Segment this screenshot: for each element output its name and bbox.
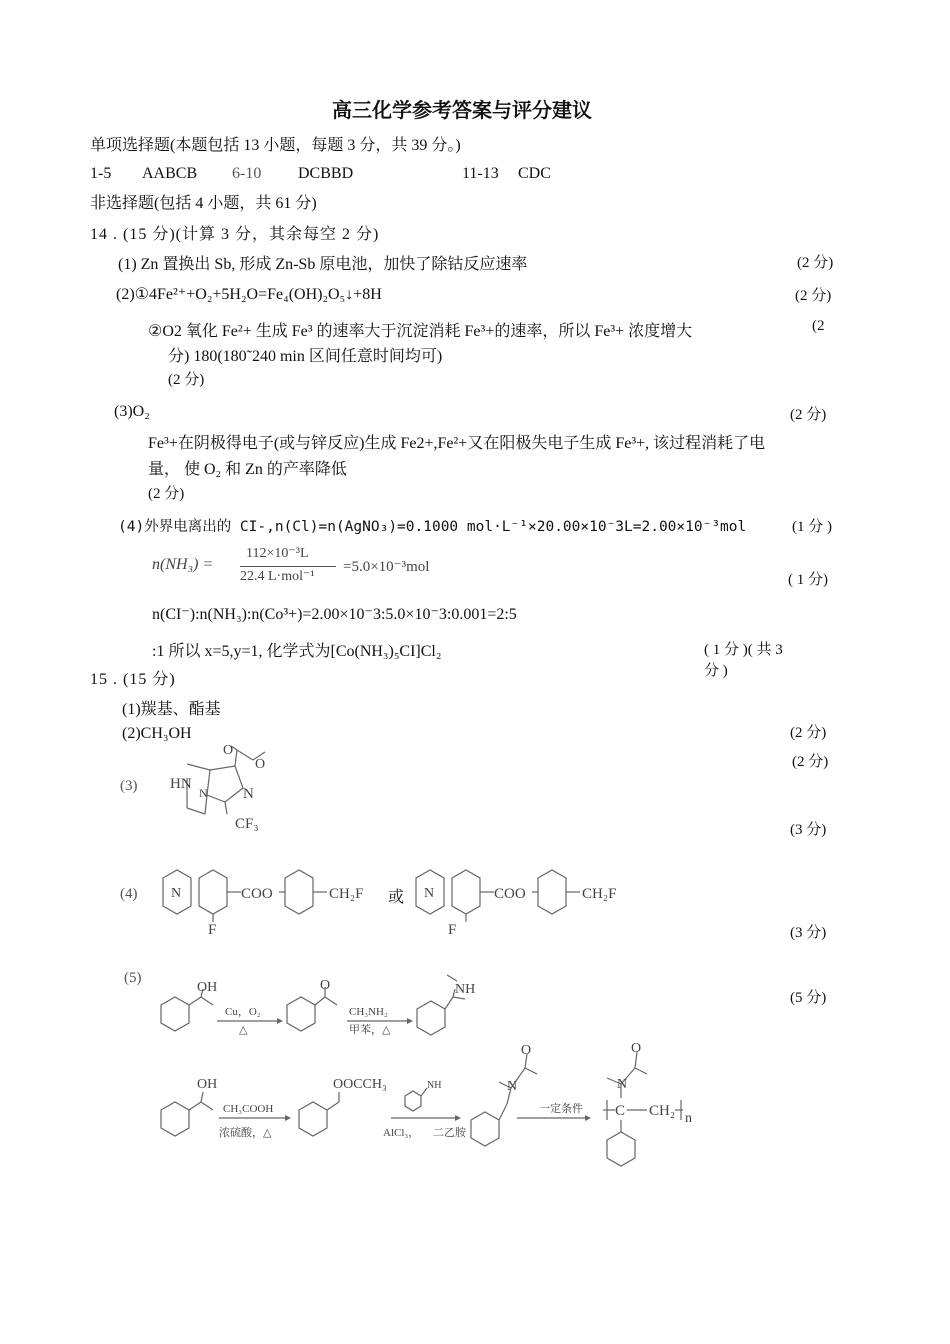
- q14-part2b-score: (2: [812, 318, 825, 334]
- fraction-bar: [240, 566, 336, 567]
- f-label: F: [448, 922, 457, 938]
- f-label: F: [208, 922, 217, 938]
- coo-label: COO: [241, 886, 273, 902]
- q14-part3-line1: Fe³+在阴极得电子(或与锌反应)生成 Fe2+,Fe²+又在阳极失电子生成 Fe³+, 该过程消耗了电: [148, 435, 766, 452]
- polymer-c: C: [615, 1103, 626, 1119]
- q15-part1: (1)羰基、酯基: [122, 701, 221, 718]
- q14-part2-equation: (2)①4Fe²⁺+O₂+5H₂O=Fe₄(OH)₂O₅↓+8H: [116, 286, 382, 303]
- reagent-1: Cu，O₂: [225, 1006, 261, 1018]
- structure-4-b: [408, 862, 638, 937]
- reagent-3: CH₃COOH: [223, 1103, 274, 1115]
- q14-conclusion: :1 所以 x=5,y=1, 化学式为[Co(NH₃)₅CI]Cl₂: [152, 643, 442, 660]
- o-label: O: [521, 1043, 532, 1058]
- q14-conclusion-score: ( 1 分 )( 共 3: [704, 642, 783, 658]
- q15-part4-score: (3 分): [790, 925, 827, 941]
- q14-conclusion-score-2: 分 ): [704, 663, 728, 679]
- mc-answers-2: DCBBD: [298, 165, 354, 182]
- q15-part3-label: (3): [120, 778, 138, 794]
- q14-part2-line1: ②O2 氧化 Fe²+ 生成 Fe³ 的速率大于沉淀消耗 Fe³+的速率，所以 Fe³+ 浓度增大: [148, 323, 693, 340]
- q14-part3: (3)O₂: [114, 403, 150, 420]
- page-title: 高三化学参考答案与评分建议: [332, 98, 592, 122]
- q14-part4-score: (1 分 ): [792, 519, 832, 535]
- ch2f-label: CH₂F: [582, 886, 617, 902]
- o-label-1: O: [223, 743, 234, 758]
- q14-ratio: n(CI⁻):n(NH₃):n(Co³+)=2.00×10⁻3:5.0×10⁻3:0.001=2:5: [152, 606, 517, 623]
- mc-range-1: 1-5: [90, 165, 112, 182]
- structure-4-a: [155, 862, 385, 937]
- o-label: O: [320, 978, 331, 993]
- polymer-n: n: [685, 1111, 692, 1126]
- synthesis-route-2: [155, 1040, 725, 1170]
- reagent-5: 一定条件: [539, 1103, 583, 1115]
- structure-3: [165, 740, 285, 835]
- q15-heading: 15 . (15 分): [90, 671, 176, 688]
- n-label-2: N: [199, 786, 208, 800]
- q14-heading: 14 . (15 分)(计算 3 分，其余每空 2 分): [90, 226, 380, 243]
- formula-result: =5.0×10⁻³mol: [343, 559, 430, 575]
- mc-range-2: 6-10: [232, 165, 262, 182]
- condition-4: 二乙胺: [433, 1127, 466, 1139]
- condition-1: △: [239, 1024, 248, 1036]
- q15-part2-score: (2 分): [790, 725, 827, 741]
- condition-3: 浓硫酸，△: [219, 1127, 272, 1139]
- nh-label: NH: [455, 982, 476, 997]
- synthesis-route-1: [155, 975, 495, 1050]
- nh-label: HN: [170, 776, 192, 792]
- nh-label-small: NH: [427, 1080, 442, 1091]
- q14-part3-line2: 量， 使 O₂ 和 Zn 的产率降低: [148, 461, 347, 478]
- oh-label: OH: [197, 1077, 218, 1092]
- nonmc-heading: 非选择题(包括 4 小题，共 61 分): [90, 195, 317, 212]
- mc-heading: 单项选择题(本题包括 13 小题，每题 3 分，共 39 分。): [90, 137, 461, 154]
- cf3-label: CF₃: [235, 816, 259, 832]
- or-text: 或: [388, 889, 405, 906]
- polymer-ch2: CH₂: [649, 1103, 676, 1119]
- q14-part3-score: (2 分): [790, 407, 827, 423]
- formula-lhs: n(NH₃) =: [152, 556, 214, 573]
- condition-2: 甲苯，△: [349, 1024, 391, 1036]
- q15-part3-score: (3 分): [790, 822, 827, 838]
- q15-part5-score: (5 分): [790, 990, 827, 1006]
- n-label: N: [171, 886, 182, 901]
- q14-part2-line2: 分) 180(180˜240 min 区间任意时间均可): [168, 348, 443, 365]
- formula-denominator: 22.4 L·mol⁻¹: [240, 569, 315, 584]
- mc-range-3: 11-13: [462, 165, 499, 182]
- q14-part1: (1) Zn 置换出 Sb, 形成 Zn-Sb 原电池，加快了除钴反应速率: [118, 256, 528, 273]
- q15-part2: (2)CH₃OH: [122, 725, 192, 742]
- q15-part5-label: (5): [124, 970, 142, 986]
- polymer-o: O: [631, 1041, 642, 1056]
- mc-answers-1: AABCB: [142, 165, 198, 182]
- mc-answers-3: CDC: [518, 165, 551, 182]
- formula-score: ( 1 分): [788, 572, 828, 588]
- n-label: N: [424, 886, 435, 901]
- coo-label: COO: [494, 886, 526, 902]
- formula-numerator: 112×10⁻³L: [246, 546, 309, 561]
- reagent-4: AlCl₃，: [383, 1127, 420, 1139]
- o-label-2: O: [255, 757, 266, 772]
- q14-part2-line3: (2 分): [168, 372, 205, 388]
- ooc-label: OOCCH₃: [333, 1077, 387, 1092]
- ring-n-label: N: [243, 786, 254, 802]
- reagent-2: CH₃NH₂: [349, 1006, 388, 1018]
- oh-label: OH: [197, 980, 218, 995]
- q15-part2-score-2: (2 分): [792, 754, 829, 770]
- q14-part3-line3: (2 分): [148, 486, 185, 502]
- n-label: N: [507, 1079, 518, 1094]
- ch2f-label: CH₂F: [329, 886, 364, 902]
- q14-part4: (4)外界电离出的 CI-,n(Cl)=n(AgNO₃)=0.1000 mol·L⁻¹×20.00×10⁻3L=2.00×10⁻³mol: [118, 519, 747, 535]
- q14-part1-score: (2 分): [797, 255, 834, 271]
- polymer-n-atom: N: [617, 1077, 628, 1092]
- q14-part2-score: (2 分): [795, 288, 832, 304]
- q15-part4-label: (4): [120, 886, 138, 902]
